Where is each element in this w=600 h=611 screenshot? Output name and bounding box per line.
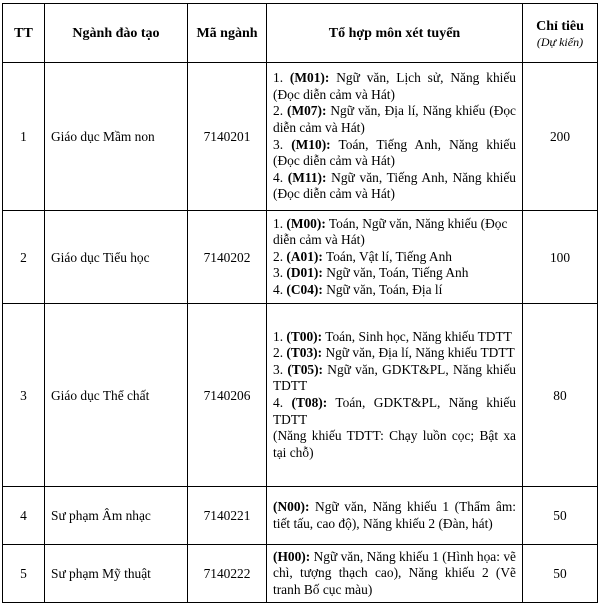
combo-item: 1. (M00): Toán, Ngữ văn, Năng khiếu (Đọc diễn cảm và Hát) [273,215,508,248]
cell-code: 7140222 [188,545,267,603]
combo-item: 4. (M11): Ngữ văn, Tiếng Anh, Năng khiếu (Đọc diễn cảm và Hát) [273,169,516,202]
cell-code: 7140221 [188,487,267,545]
header-quota-label: Chỉ tiêu [536,18,584,34]
cell-combos [267,63,523,211]
combo-item: 2. (A01): Toán, Vật lí, Tiếng Anh [273,248,452,264]
cell-code: 7140201 [188,63,267,211]
combo-code: (A01): [286,248,323,264]
combo-item: 3. (D01): Ngữ văn, Toán, Tiếng Anh [273,265,469,281]
combo-note: (Năng khiếu TDTT: Chạy luồn cọc; Bật xa tại chỗ) [273,428,516,460]
header-quota-note: (Dự kiến) [536,34,584,49]
table-row [3,211,598,304]
header-major: Ngành đào tạo [45,4,188,63]
cell-tt: 1 [3,63,45,211]
header-quota [523,4,598,63]
cell-quota: 100 [523,211,598,304]
combo-item: 4. (T08): Toán, GDKT&PL, Năng khiếu TDTT [273,395,516,427]
table-row [3,487,598,545]
combo-code: (N00): [273,498,310,514]
combo-code: (H00): [273,548,311,564]
cell-quota: 80 [523,304,598,487]
combo-code: (T03): [286,345,323,361]
cell-combos [267,487,523,545]
cell-code: 7140206 [188,304,267,487]
cell-combos [267,304,523,487]
cell-tt: 2 [3,211,45,304]
header-row [3,4,598,63]
combo-code: (T05): [287,361,324,377]
cell-major: Sư phạm Mỹ thuật [45,545,188,603]
admission-table [2,3,598,603]
cell-quota: 200 [523,63,598,211]
combo-item: 3. (M10): Toán, Tiếng Anh, Năng khiếu (Đọc diễn cảm và Hát) [273,136,517,169]
combo-code: (C04): [286,281,323,297]
combo-code: (T08): [291,395,328,410]
cell-tt: 4 [3,487,45,545]
cell-combos [267,545,523,603]
combo-code: (T00): [286,328,323,344]
cell-tt: 5 [3,545,45,603]
table-row [3,545,598,603]
cell-quota: 50 [523,545,598,603]
combo-item: 3. (T05): Ngữ văn, GDKT&PL, Năng khiếu TDTT [273,361,516,394]
combo-code: (D01): [286,265,323,281]
combo-code: (M01): [289,70,330,86]
table-row [3,63,598,211]
combo-item: 1. (M01): Ngữ văn, Lịch sử, Năng khiếu (Đọc diễn cảm và Hát) [273,70,517,102]
combo-item: 4. (C04): Ngữ văn, Toán, Địa lí [273,281,443,297]
cell-major: Giáo dục Thể chất [45,304,188,487]
header-tt: TT [3,4,45,63]
combo-item: (N00): Ngữ văn, Năng khiếu 1 (Thẩm âm: tiết tấu, cao độ), Năng khiếu 2 (Đàn, hát) [273,498,516,531]
combo-code: (M10): [291,136,331,152]
header-code: Mã ngành [188,4,267,63]
cell-code: 7140202 [188,211,267,304]
cell-major: Giáo dục Tiểu học [45,211,188,304]
combo-code: (M11): [287,169,327,185]
combo-item: 2. (T03): Ngữ văn, Địa lí, Năng khiếu TDTT [273,345,515,361]
combo-code: (M00): [286,215,326,231]
combo-code: (M07): [287,103,327,119]
header-combos: Tổ hợp môn xét tuyển [267,4,523,63]
cell-tt: 3 [3,304,45,487]
cell-quota: 50 [523,487,598,545]
combo-item: 2. (M07): Ngữ văn, Địa lí, Năng khiếu (Đọc diễn cảm và Hát) [273,103,517,135]
combo-item: 1. (T00): Toán, Sinh học, Năng khiếu TDTT [273,328,512,344]
combo-item: (H00): Ngữ văn, Năng khiếu 1 (Hình họa: vẽ chì, tượng thạch cao), Năng khiếu 2 (Vẽ tranh Bố cục màu) [273,548,516,597]
cell-combos [267,211,523,304]
cell-major: Sư phạm Âm nhạc [45,487,188,545]
cell-major: Giáo dục Mầm non [45,63,188,211]
table-row [3,304,598,487]
